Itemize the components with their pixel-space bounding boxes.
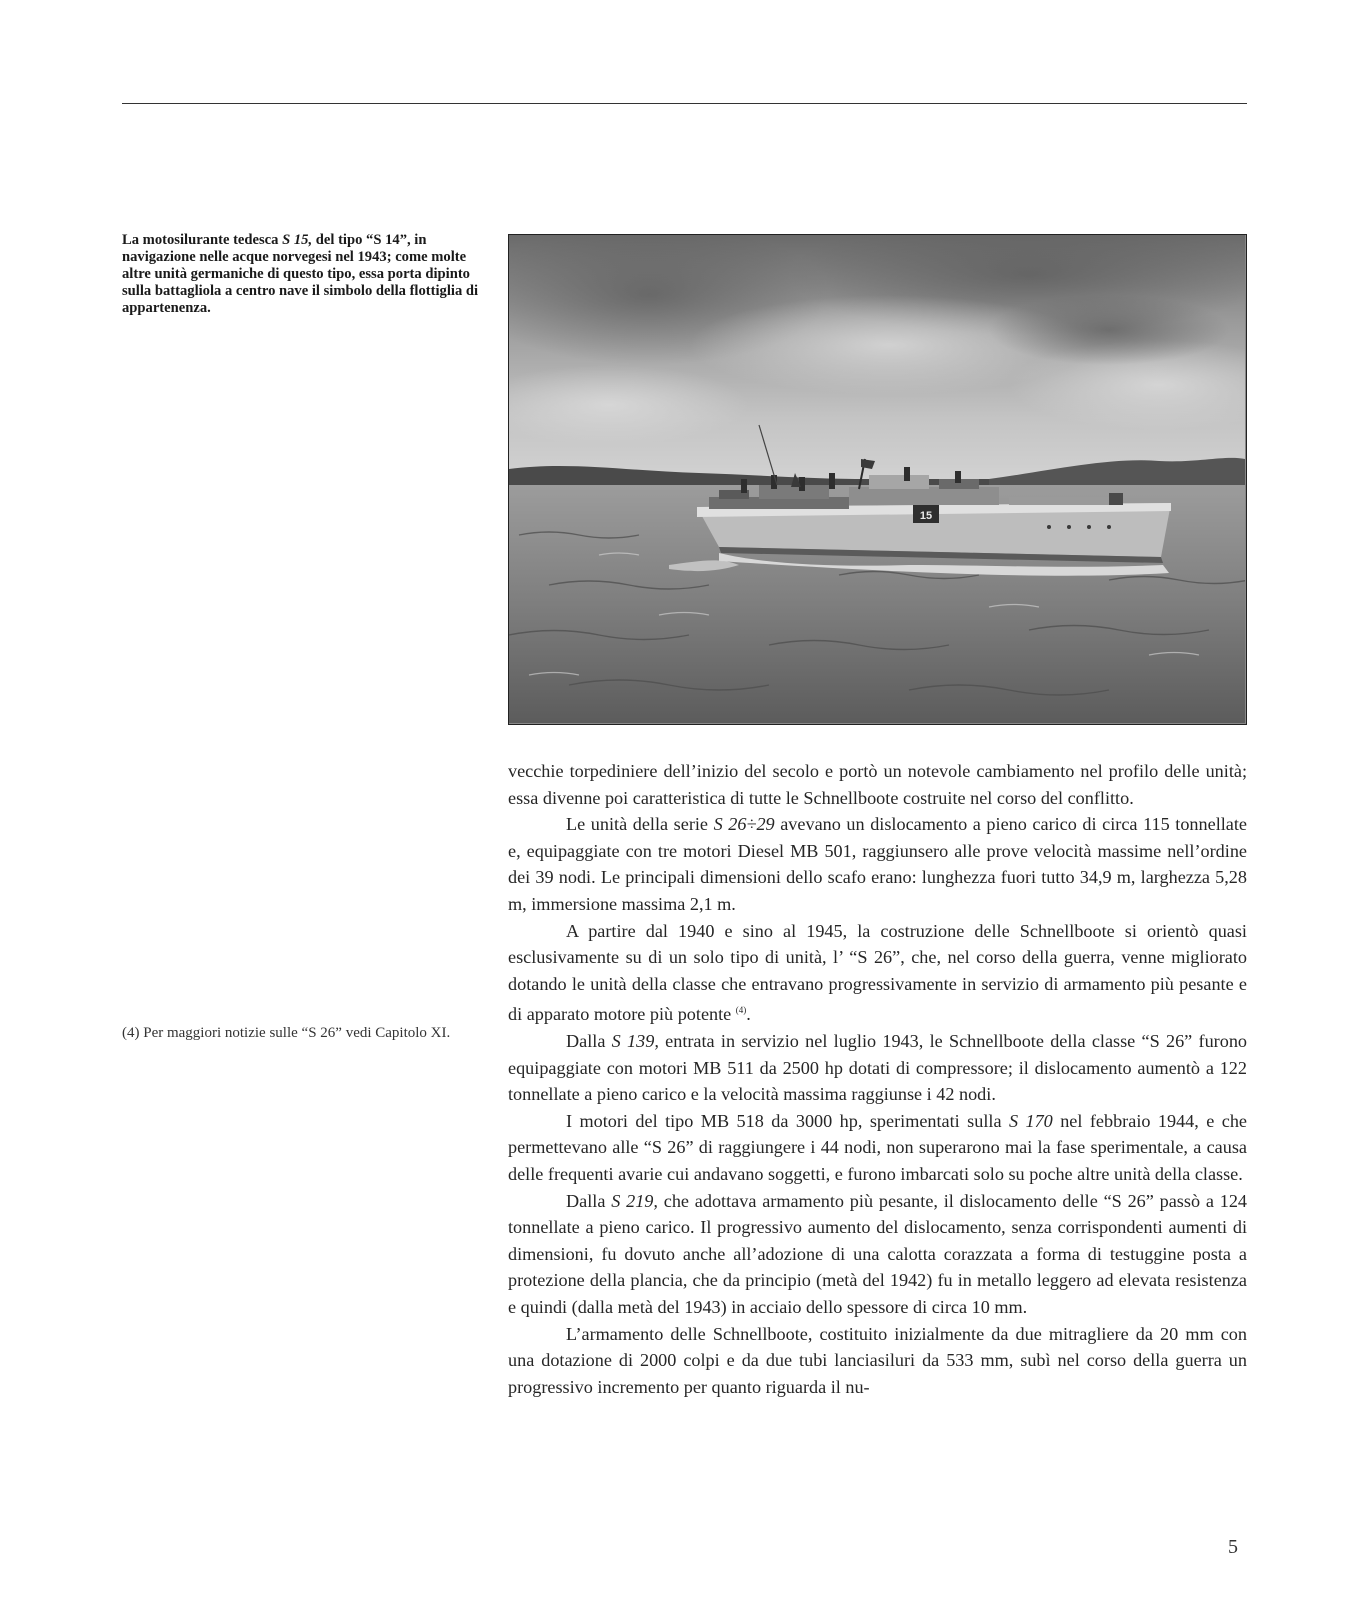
paragraph-5-start: I motori del tipo MB 518 da 3000 hp, sperimentati sulla <box>566 1110 1009 1131</box>
paragraph-6-start: Dalla <box>566 1190 612 1211</box>
caption-text-start: La motosilurante tedesca <box>122 232 283 248</box>
paragraph-3-end: . <box>746 1004 751 1025</box>
paragraph-4-boat: S 139, <box>611 1031 659 1051</box>
footnote-ref: (4) <box>735 1005 747 1016</box>
header-rule <box>122 103 1247 104</box>
page-number: 5 <box>1228 1536 1238 1558</box>
torpedo-boat-photo <box>508 234 1247 725</box>
paragraph-3-text: A partire dal 1940 e sino al 1945, la costruzione delle Schnellboote si orientò quasi esclusivamente su di un solo tipo di unità, l’ “S 26”, che, nel corso della guerra, venne migliorato dotando le unità della classe che entravano progressivamente in servizio di armamento più pesante e di apparato motore più potente <box>508 920 1247 1025</box>
paragraph-1: vecchie torpediniere dell’inizio del secolo e portò un notevole cambiamento nel profilo delle unità; essa divenne poi caratteristica di tutte le Schnellboote costruite nel corso del conflitto. <box>508 761 1247 808</box>
paragraph-6-boat: S 219, <box>611 1190 658 1211</box>
paragraph-2 <box>508 811 1247 917</box>
paragraph-4-start: Dalla <box>566 1031 612 1051</box>
paragraph-5-boat: S 170 <box>1008 1110 1053 1131</box>
caption-boat-name: S 15, <box>282 232 313 248</box>
caption-text-end: del tipo “S 14”, in navigazione nelle acque norvegesi nel 1943; come molte altre unità germaniche di questo tipo, essa porta dipinto sulla battagliola a centro nave il simbolo della flottiglia di appartenenza. <box>122 232 479 316</box>
paragraph-3 <box>508 918 1247 1028</box>
footnote: (4) Per maggiori notizie sulle “S 26” vedi Capitolo XI. <box>122 1025 451 1041</box>
paragraph-4-end: entrata in servizio nel luglio 1943, le Schnellboote della classe “S 26” furono equipaggiate con motori MB 511 da 2500 hp dotati di compressore; il dislocamento aumentò a 122 tonnellate a pieno carico e la velocità massima raggiunse i 42 nodi. <box>508 1031 1248 1105</box>
paragraph-4 <box>508 1028 1247 1108</box>
paragraph-6-end: che adottava armamento più pesante, il dislocamento delle “S 26” passò a 124 tonnellate a pieno carico. Il progressivo aumento del dislocamento, senza corrispondenti aumenti di dimensioni, fu dovuto anche all’adozione di una calotta corazzata a forma di testuggine posta a protezione della plancia, che da principio (metà del 1942) fu in metallo leggero ad elevata resistenza e quindi (dalla metà del 1943) in acciaio dello spessore di circa 10 mm. <box>508 1190 1248 1317</box>
photo-caption <box>122 232 482 317</box>
paragraph-2-start: Le unità della serie <box>566 814 714 835</box>
paragraph-5 <box>508 1108 1247 1188</box>
paragraph-5-end: nel febbraio 1944, e che permettevano alle “S 26” di raggiungere i 44 nodi, non superarono mai la fase sperimentale, a causa delle frequenti avarie cui andavano soggetti, e furono imbarcati solo su poche altre unità della classe. <box>508 1110 1247 1184</box>
paragraph-2-series: S 26÷29 <box>713 814 775 835</box>
paragraph-6 <box>508 1188 1247 1321</box>
paragraph-7: L’armamento delle Schnellboote, costituito inizialmente da due mitragliere da 20 mm con una dotazione di 2000 colpi e da due tubi lanciasiluri da 533 mm, subì nel corso della guerra un progressivo incremento per quanto riguarda il nu- <box>508 1323 1247 1397</box>
hull-number-marking: 15 <box>919 510 933 522</box>
paragraph-2-end: avevano un dislocamento a pieno carico di circa 115 tonnellate e, equipaggiate con tre motori Diesel MB 501, raggiunsero alle prove velocità massime nell’ordine dei 39 nodi. Le principali dimensioni dello scafo erano: lunghezza fuori tutto 34,9 m, larghezza 5,28 m, immersione massima 2,1 m. <box>508 814 1247 914</box>
main-text <box>508 758 1247 1400</box>
